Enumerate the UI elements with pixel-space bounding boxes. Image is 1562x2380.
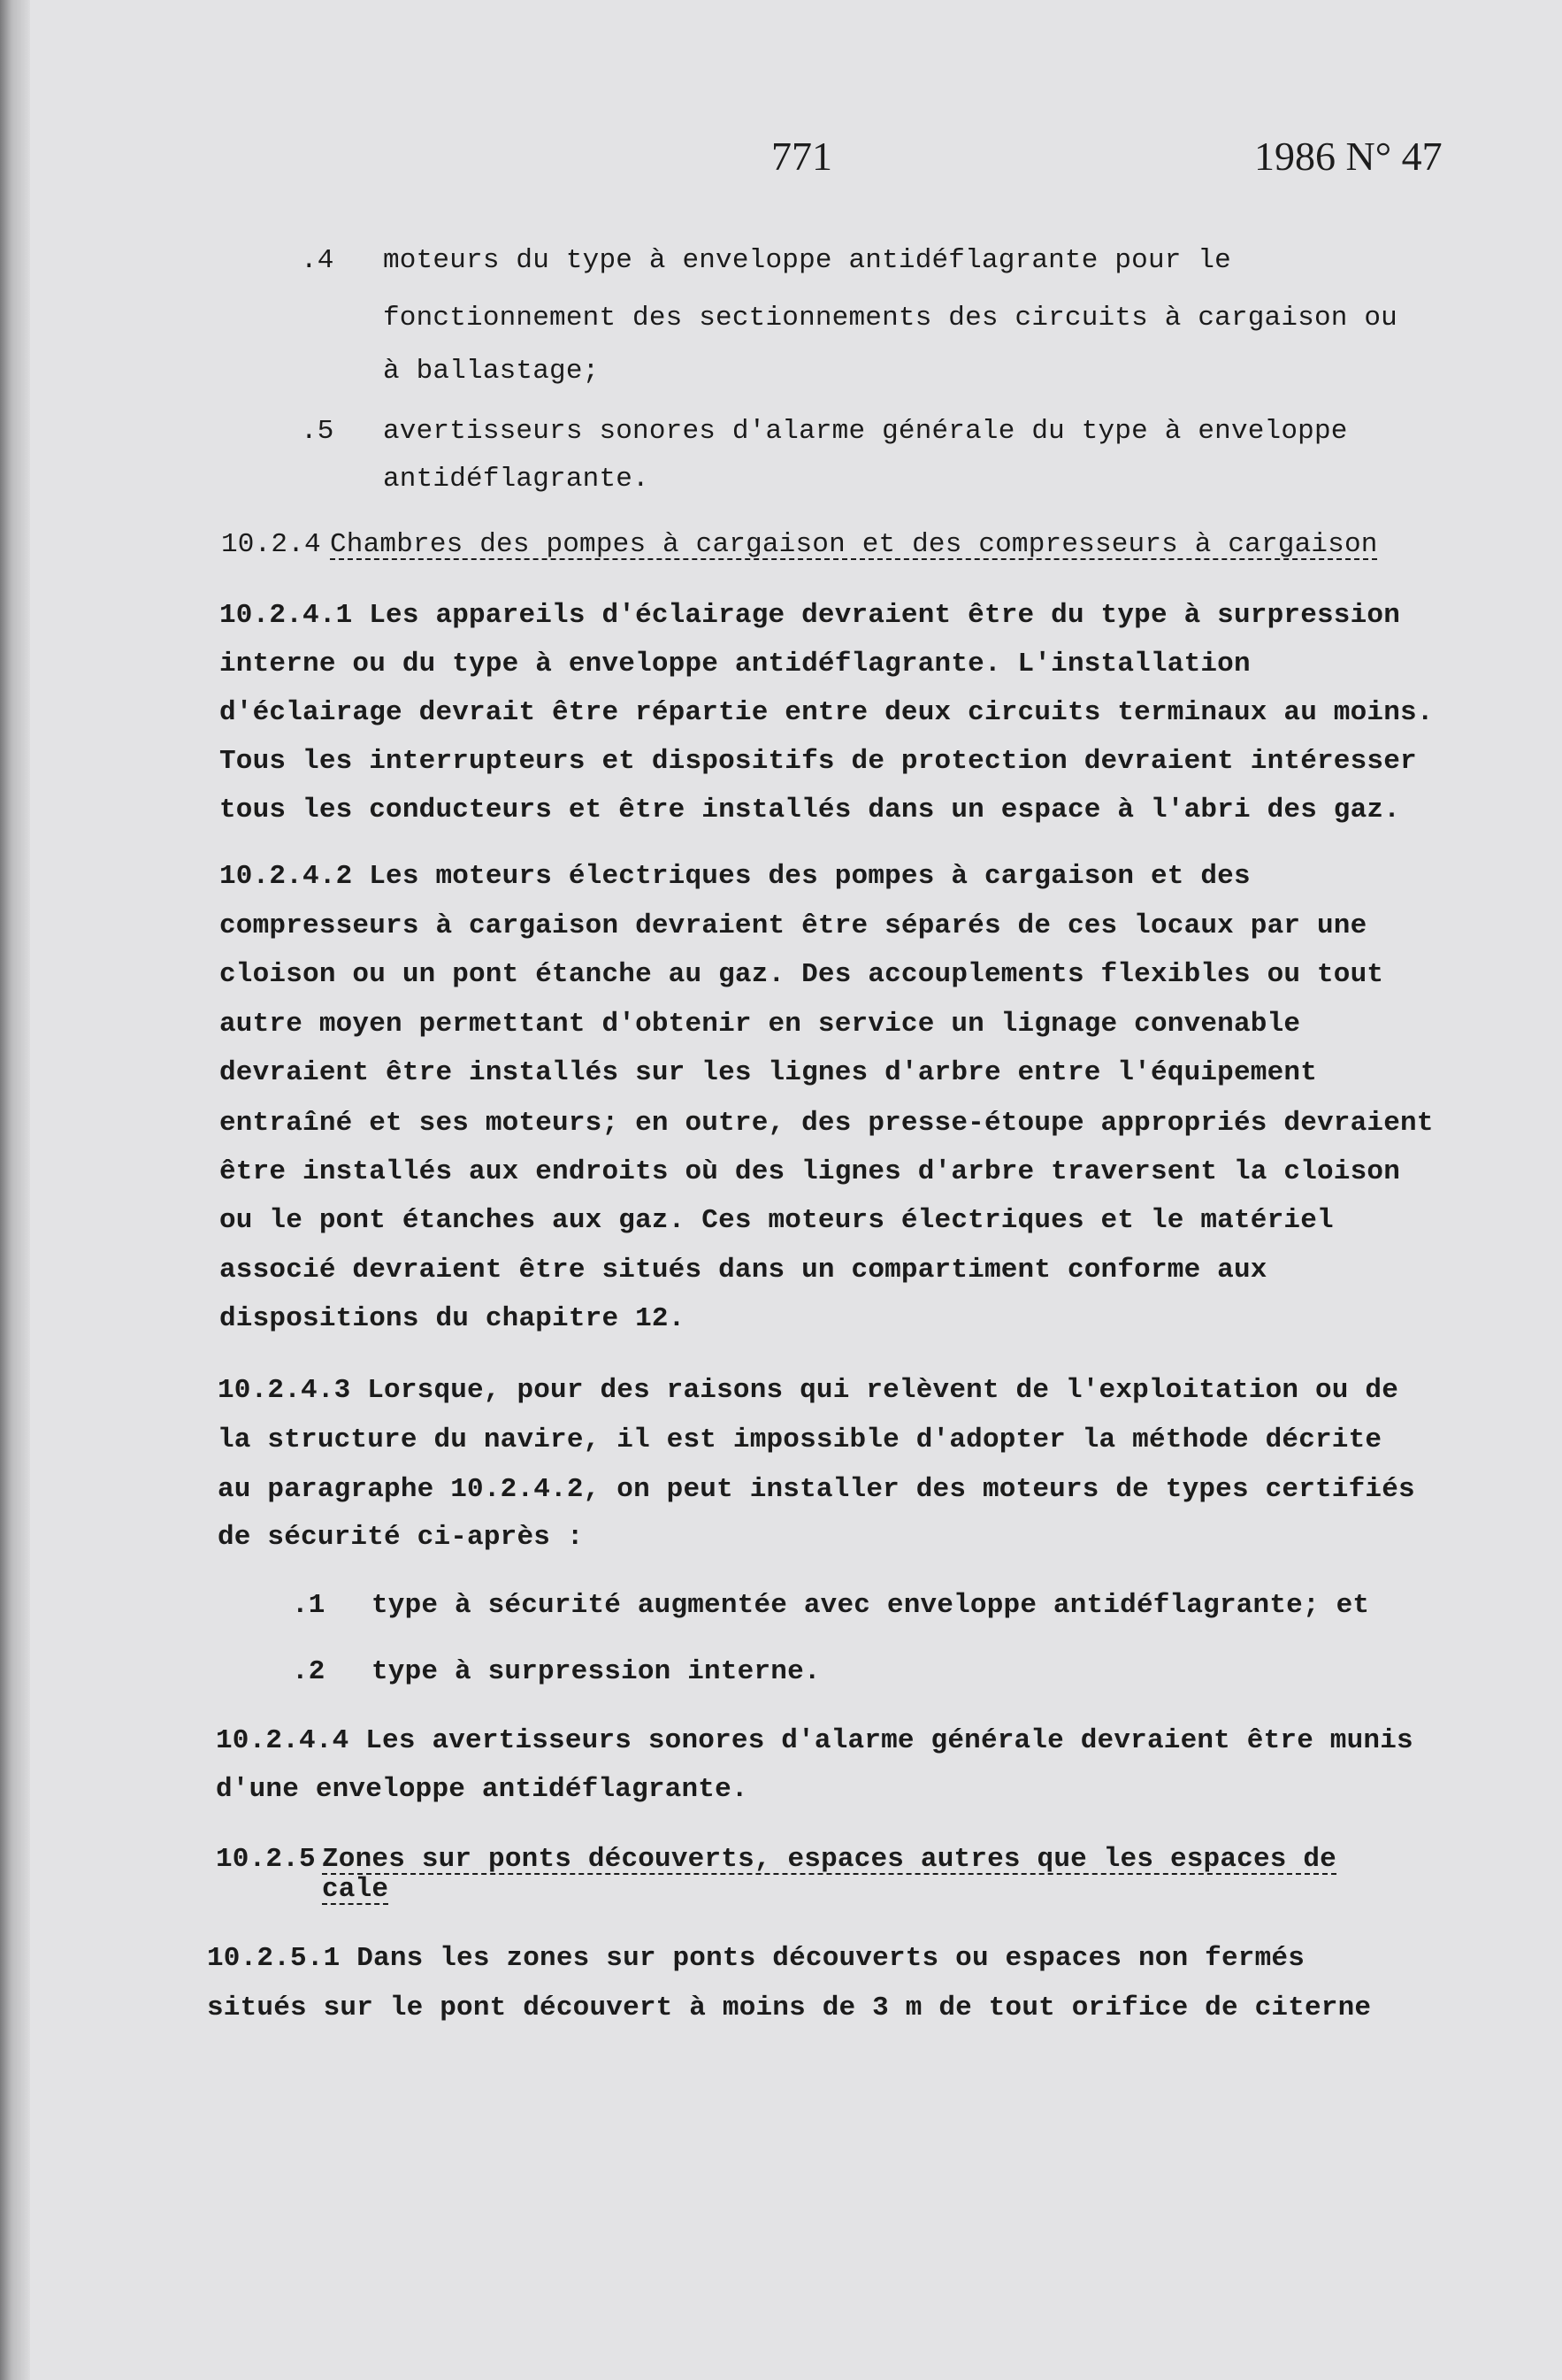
heading-10-2-5-number: 10.2.5 <box>216 1844 316 1875</box>
sub-item-1-number: .1 <box>292 1590 325 1621</box>
gazette-reference: 1986 N° 47 <box>1254 134 1443 179</box>
para-10-2-4-3-line-4: de sécurité ci-après : <box>218 1522 584 1553</box>
para-10-2-4-2-line-2: compresseurs à cargaison devraient être séparés de ces locaux par une <box>219 910 1367 941</box>
item-5-line-2: antidéflagrante. <box>383 464 649 495</box>
para-10-2-4-2-line-6: entraîné et ses moteurs; en outre, des presse-étoupe appropriés devraient <box>219 1108 1434 1139</box>
sub-item-2-text: type à surpression interne. <box>371 1656 821 1687</box>
heading-10-2-4-number: 10.2.4 <box>221 529 321 560</box>
para-10-2-4-2-line-3: cloison ou un pont étanche au gaz. Des accouplements flexibles ou tout <box>219 959 1384 990</box>
heading-10-2-4-title: Chambres des pompes à cargaison et des compresseurs à cargaison <box>330 529 1378 560</box>
para-10-2-4-2-line-10: dispositions du chapitre 12. <box>219 1303 685 1334</box>
heading-10-2-5-title-line-1: Zones sur ponts découverts, espaces autres que les espaces de <box>322 1844 1336 1875</box>
para-10-2-5-1-line-1: 10.2.5.1 Dans les zones sur ponts découverts ou espaces non fermés <box>207 1943 1305 1974</box>
para-10-2-4-1-line-2: interne ou du type à enveloppe antidéflagrante. L'installation <box>219 649 1251 679</box>
sub-item-2-number: .2 <box>292 1656 325 1687</box>
page-number: 771 <box>771 134 832 179</box>
para-10-2-4-1-line-5: tous les conducteurs et être installés dans un espace à l'abri des gaz. <box>219 795 1401 825</box>
para-10-2-4-3-line-2: la structure du navire, il est impossible d'adopter la méthode décrite <box>218 1424 1382 1455</box>
para-10-2-5-1-line-2: situés sur le pont découvert à moins de 3 m de tout orifice de citerne <box>207 1992 1372 2023</box>
item-4-number: .4 <box>301 245 334 276</box>
heading-10-2-5-title-line-2: cale <box>322 1874 389 1905</box>
para-10-2-4-1-line-3: d'éclairage devrait être répartie entre deux circuits terminaux au moins. <box>219 697 1434 728</box>
para-10-2-4-3-line-3: au paragraphe 10.2.4.2, on peut installer des moteurs de types certifiés <box>218 1474 1415 1505</box>
para-10-2-4-2-line-1: 10.2.4.2 Les moteurs électriques des pompes à cargaison et des <box>219 861 1251 892</box>
para-10-2-4-2-line-8: ou le pont étanches aux gaz. Ces moteurs électriques et le matériel <box>219 1205 1334 1236</box>
para-10-2-4-1-line-1: 10.2.4.1 Les appareils d'éclairage devraient être du type à surpression <box>219 600 1401 631</box>
para-10-2-4-1-line-4: Tous les interrupteurs et dispositifs de protection devraient intéresser <box>219 746 1417 777</box>
sub-item-1-text: type à sécurité augmentée avec enveloppe antidéflagrante; et <box>371 1590 1370 1621</box>
item-4-line-1: moteurs du type à enveloppe antidéflagrante pour le <box>383 245 1231 276</box>
para-10-2-4-2-line-4: autre moyen permettant d'obtenir en service un lignage convenable <box>219 1009 1301 1040</box>
item-5-number: .5 <box>301 416 334 447</box>
para-10-2-4-4-line-2: d'une enveloppe antidéflagrante. <box>216 1774 748 1805</box>
para-10-2-4-2-line-9: associé devraient être situés dans un compartiment conforme aux <box>219 1255 1267 1286</box>
para-10-2-4-3-line-1: 10.2.4.3 Lorsque, pour des raisons qui relèvent de l'exploitation ou de <box>218 1375 1399 1406</box>
item-4-line-2: fonctionnement des sectionnements des circuits à cargaison ou <box>383 303 1397 334</box>
item-4-line-3: à ballastage; <box>383 356 600 387</box>
para-10-2-4-4-line-1: 10.2.4.4 Les avertisseurs sonores d'alarme générale devraient être munis <box>216 1725 1413 1756</box>
para-10-2-4-2-line-5: devraient être installés sur les lignes d'arbre entre l'équipement <box>219 1057 1317 1088</box>
para-10-2-4-2-line-7: être installés aux endroits où des lignes d'arbre traversent la cloison <box>219 1156 1401 1187</box>
item-5-line-1: avertisseurs sonores d'alarme générale du type à enveloppe <box>383 416 1348 447</box>
